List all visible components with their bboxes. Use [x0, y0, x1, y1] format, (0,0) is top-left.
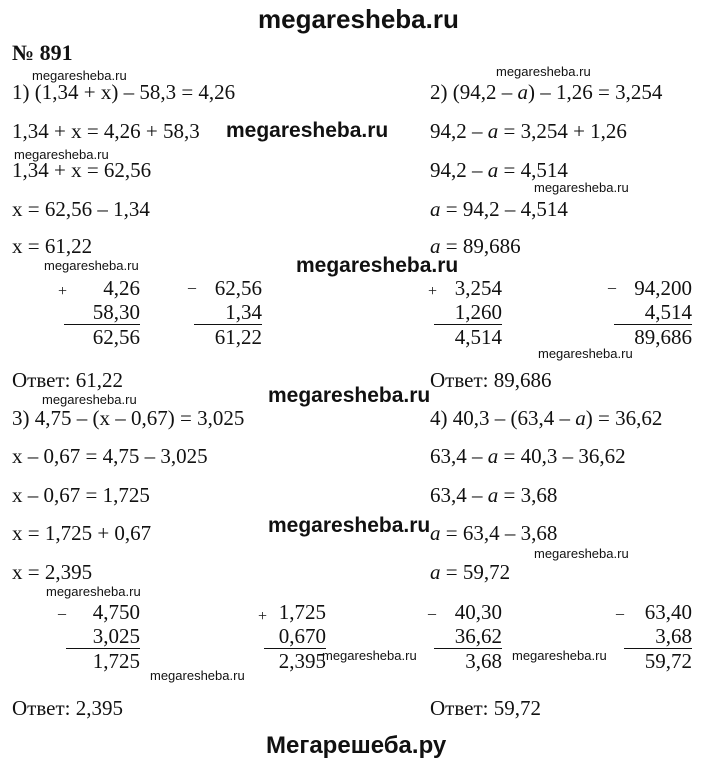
p1-calc1-a: 4,26 [103, 276, 140, 300]
watermark-small: megaresheba.ru [42, 392, 137, 407]
p1-calc2-b: 1,34 [194, 300, 262, 325]
site-watermark-footer: Мегарешеба.ру [266, 732, 447, 759]
problem-number: № 891 [12, 40, 73, 65]
watermark-mid: megaresheba.ru [268, 514, 431, 537]
p2-line-4: a = 89,686 [430, 234, 521, 258]
p4-line-3: a = 63,4 – 3,68 [430, 521, 558, 545]
p2-line-1: 94,2 – a = 3,254 + 1,26 [430, 119, 627, 143]
p4-line-2: 63,4 – a = 3,68 [430, 483, 558, 507]
p3-line-0: 3) 4,75 – (x – 0,67) = 3,025 [12, 406, 245, 430]
watermark-small: megaresheba.ru [14, 147, 109, 162]
p2-calc1-r: 4,514 [454, 325, 502, 349]
watermark-small: megaresheba.ru [496, 64, 591, 79]
p1-calc1 [64, 276, 140, 349]
watermark-small: megaresheba.ru [46, 584, 141, 599]
p1-calc2 [194, 276, 262, 349]
p3-line-4: x = 2,395 [12, 560, 93, 584]
site-watermark-header: megaresheba.ru [258, 4, 459, 34]
p1-calc2-r: 61,22 [214, 325, 262, 349]
watermark-small: megaresheba.ru [534, 180, 629, 195]
p1-line-2: 1,34 + x = 62,56 [12, 158, 152, 182]
watermark-small: megaresheba.ru [512, 648, 607, 663]
p4-calc1-r: 3,68 [465, 649, 502, 673]
p4-calc1-sign: _ [428, 600, 436, 617]
p3-calc2-r: 2,395 [278, 649, 326, 673]
p4-line-4: a = 59,72 [430, 560, 511, 584]
p3-calc1-sign: _ [58, 600, 66, 617]
watermark-small: megaresheba.ru [538, 346, 633, 361]
p2-line-2: 94,2 – a = 4,514 [430, 158, 568, 182]
p1-answer: Ответ: 61,22 [12, 368, 123, 392]
p2-calc1-sign: + [428, 283, 438, 300]
p2-calc1-b: 1,260 [434, 300, 502, 325]
p2-calc2-a: 94,200 [634, 276, 692, 300]
p4-calc2-b: 3,68 [624, 624, 692, 649]
p3-calc2-b: 0,670 [264, 624, 326, 649]
p2-calc2 [614, 276, 692, 349]
p1-line-1: 1,34 + x = 4,26 + 58,3 [12, 119, 200, 143]
p3-line-1: x – 0,67 = 4,75 – 3,025 [12, 444, 208, 468]
p4-calc2-a: 63,40 [644, 600, 692, 624]
p3-calc1-a: 4,750 [92, 600, 140, 624]
p3-line-3: x = 1,725 + 0,67 [12, 521, 152, 545]
p4-calc2 [624, 600, 692, 673]
p2-line-3: a = 94,2 – 4,514 [430, 197, 568, 221]
watermark-small: megaresheba.ru [44, 258, 139, 273]
p2-calc1-a: 3,254 [454, 276, 502, 300]
p1-calc2-a: 62,56 [214, 276, 262, 300]
p4-answer: Ответ: 59,72 [430, 696, 541, 720]
p4-calc1-b: 36,62 [434, 624, 502, 649]
p3-answer: Ответ: 2,395 [12, 696, 123, 720]
watermark-small: megaresheba.ru [32, 68, 127, 83]
p4-line-0: 4) 40,3 – (63,4 – a) = 36,62 [430, 406, 663, 430]
p4-calc2-sign: _ [616, 600, 624, 617]
p1-calc2-sign: _ [188, 274, 196, 291]
p1-line-0: 1) (1,34 + x) – 58,3 = 4,26 [12, 80, 236, 104]
p2-line-0: 2) (94,2 – a) – 1,26 = 3,254 [430, 80, 663, 104]
p2-calc2-r: 89,686 [634, 325, 692, 349]
p3-calc2-a: 1,725 [278, 600, 326, 624]
p3-calc2-sign: + [258, 608, 268, 625]
watermark-small: megaresheba.ru [534, 546, 629, 561]
p1-line-4: x = 61,22 [12, 234, 93, 258]
watermark-small: megaresheba.ru [322, 648, 417, 663]
p3-line-2: x – 0,67 = 1,725 [12, 483, 150, 507]
p4-calc1 [434, 600, 502, 673]
watermark-mid: megaresheba.ru [296, 254, 459, 277]
p2-calc2-b: 4,514 [614, 300, 692, 325]
p3-calc1-b: 3,025 [66, 624, 140, 649]
watermark-mid: megaresheba.ru [268, 384, 431, 407]
p1-calc1-b: 58,30 [64, 300, 140, 325]
p1-calc1-r: 62,56 [92, 325, 140, 349]
watermark-mid: megaresheba.ru [226, 119, 389, 142]
p2-calc2-sign: _ [608, 274, 616, 291]
p4-calc1-a: 40,30 [454, 600, 502, 624]
watermark-small: megaresheba.ru [150, 668, 245, 683]
p3-calc2 [264, 600, 326, 673]
p2-answer: Ответ: 89,686 [430, 368, 552, 392]
p2-calc1 [434, 276, 502, 349]
p1-line-3: x = 62,56 – 1,34 [12, 197, 150, 221]
p3-calc1-r: 1,725 [92, 649, 140, 673]
p3-calc1 [66, 600, 140, 673]
p4-calc2-r: 59,72 [644, 649, 692, 673]
p1-calc1-sign: + [58, 283, 68, 300]
p4-line-1: 63,4 – a = 40,3 – 36,62 [430, 444, 626, 468]
